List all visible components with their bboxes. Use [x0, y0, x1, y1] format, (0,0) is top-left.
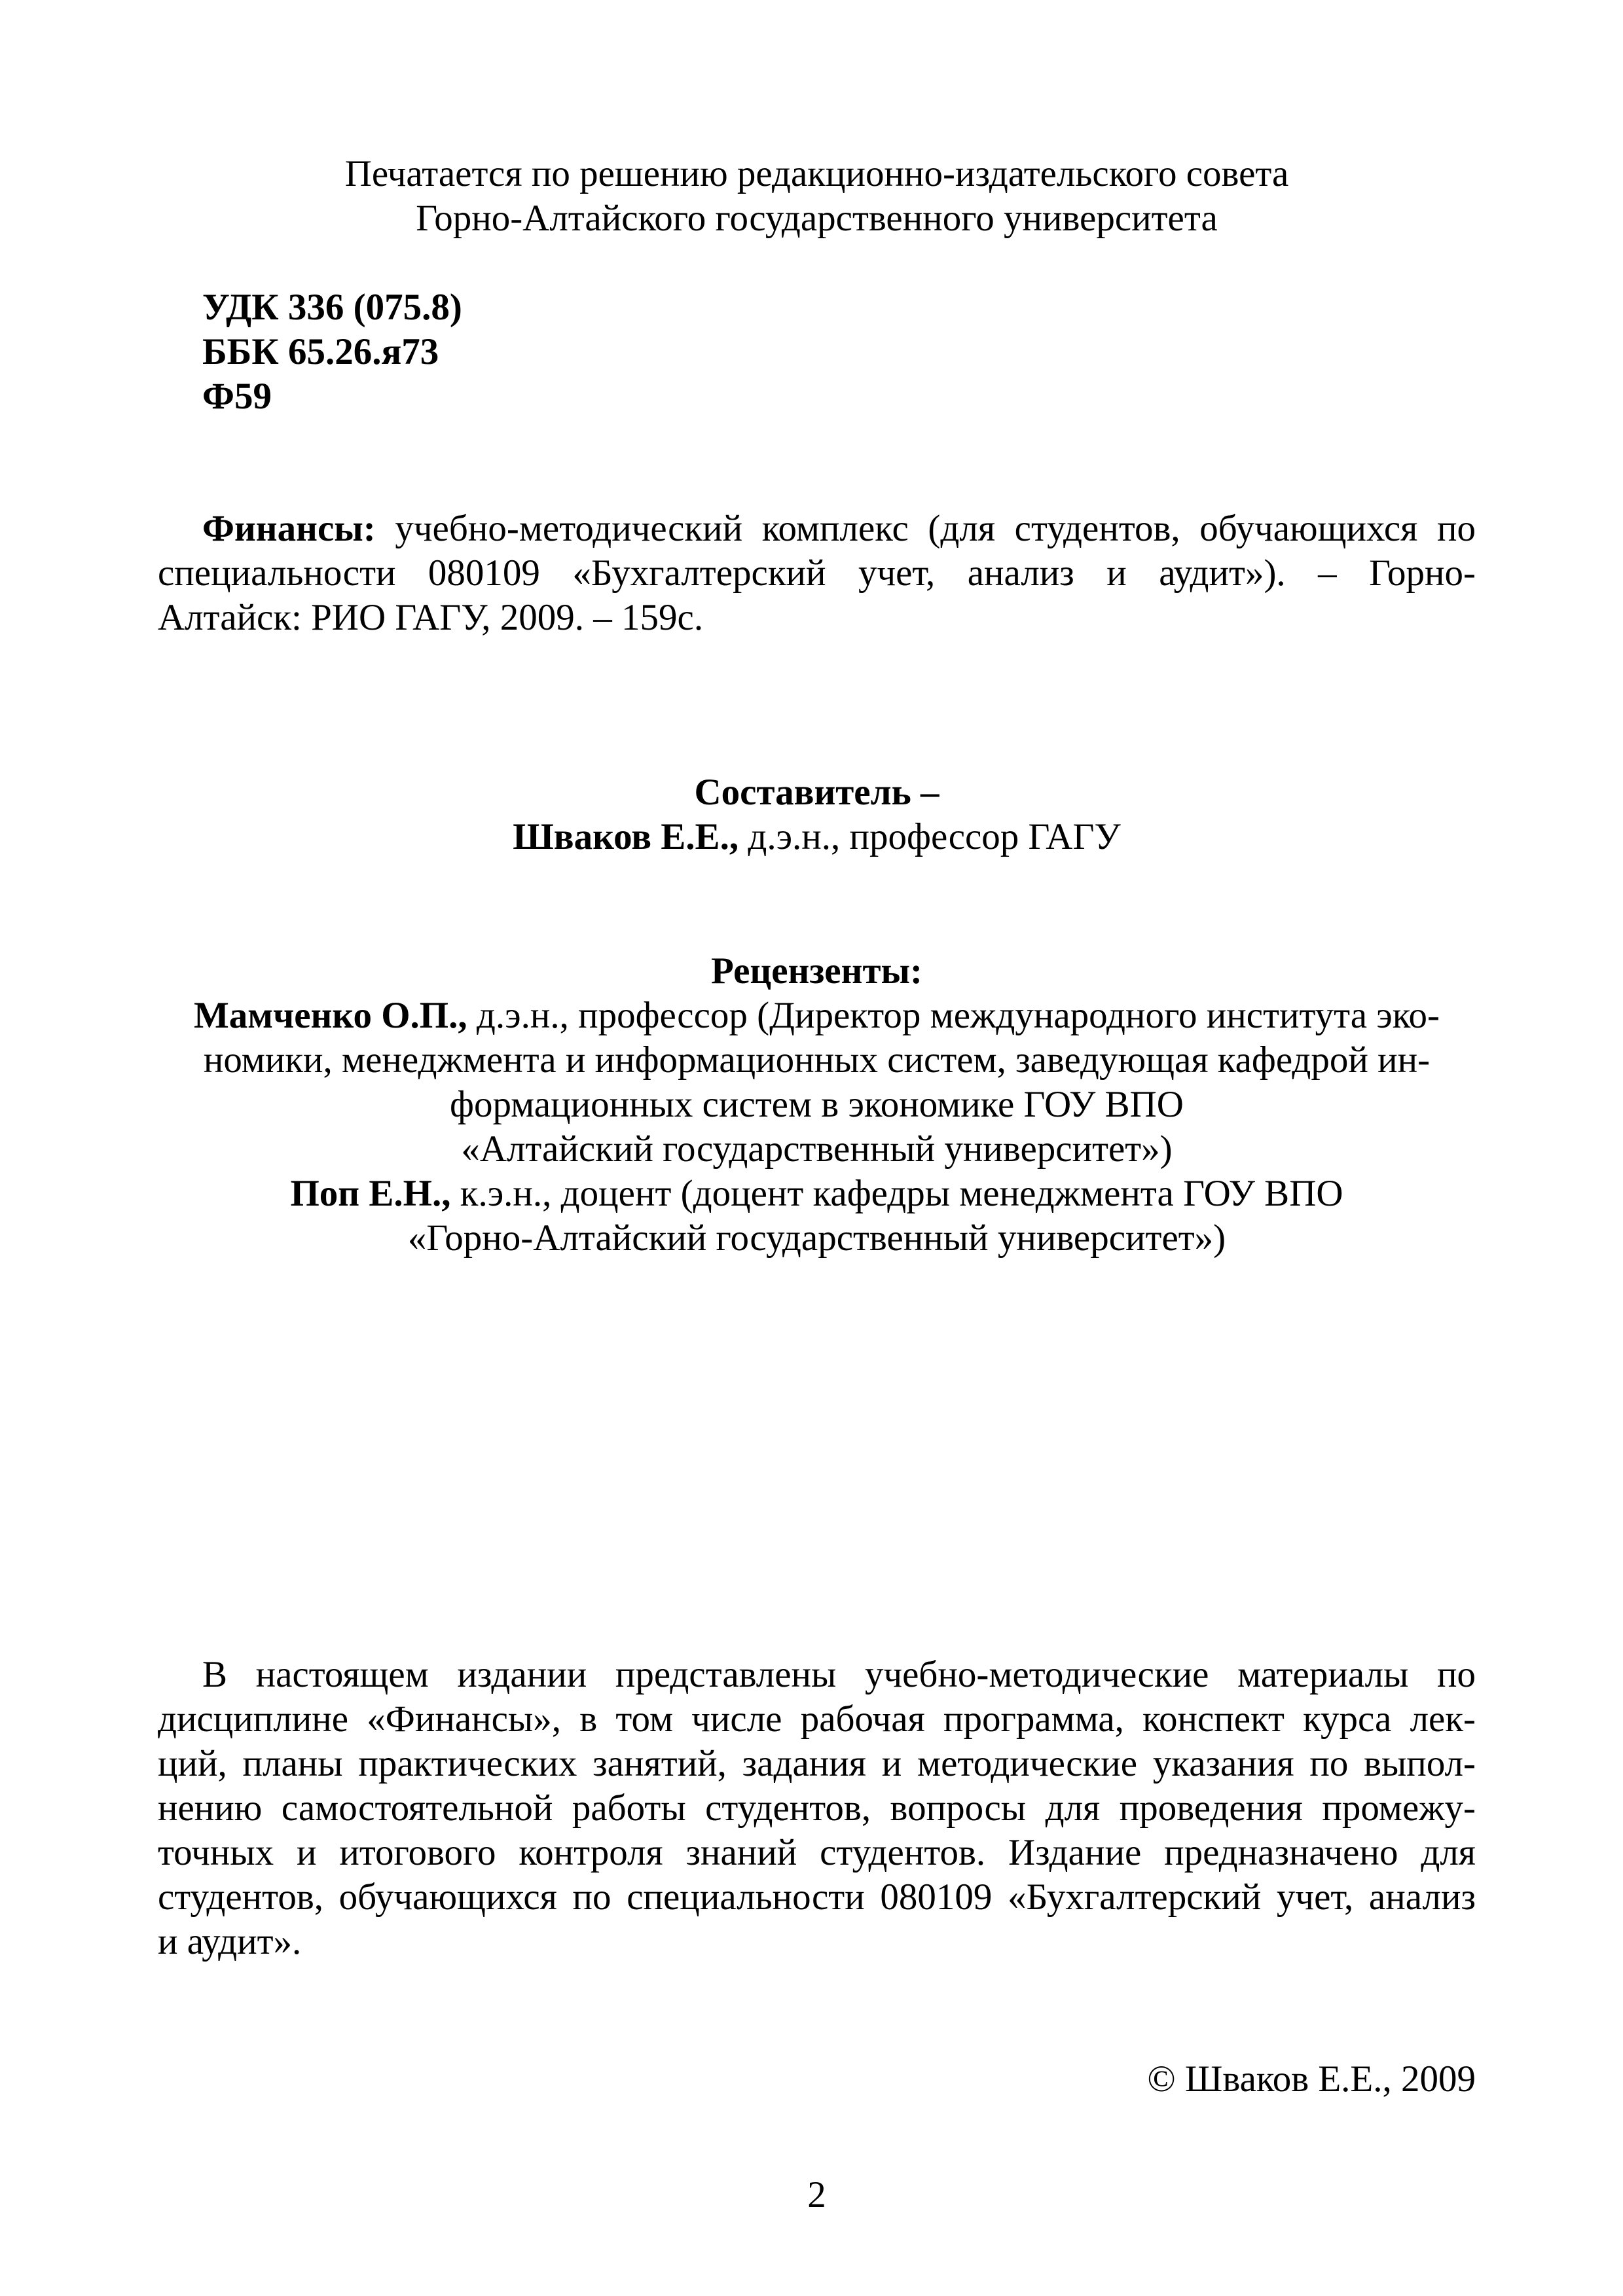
compiler-heading: Составитель –: [694, 772, 939, 813]
reviewer-name: Поп Е.Н.,: [290, 1173, 451, 1214]
annotation-line: нению самостоятельной работы студентов, вопросы для проведения промежу-: [158, 1787, 1476, 1829]
compiler-block: [158, 770, 1476, 859]
reviewer-name: Мамченко О.П.,: [193, 995, 467, 1036]
publishing-note-line: Печатается по решению редакционно-издательского совета: [344, 153, 1289, 194]
annotation-line: точных и итогового контроля знаний студентов. Издание предназначено для: [158, 1832, 1476, 1873]
reviewer-details: к.э.н., доцент (доцент кафедры менеджмента ГОУ ВПО: [450, 1173, 1343, 1214]
annotation-line: студентов, обучающихся по специальности 080109 «Бухгалтерский учет, анализ: [158, 1876, 1476, 1918]
author-sign: Ф59: [202, 376, 272, 417]
reviewer-line: [158, 994, 1476, 1038]
annotation-line: дисциплине «Финансы», в том числе рабочая программа, конспект курса лек-: [158, 1698, 1476, 1740]
reviewer-line: [158, 1172, 1476, 1216]
reviewer-details: д.э.н., профессор (Директор международного института эко-: [467, 995, 1440, 1036]
udk-code: УДК 336 (075.8): [202, 287, 462, 328]
bibliography-text: учебно-методический комплекс (для студентов, обучающихся по: [375, 508, 1476, 549]
reviewers-block: [158, 949, 1476, 1261]
compiler-line: [158, 815, 1476, 859]
bibliography-title: Финансы:: [202, 508, 376, 549]
bibliographic-description: [158, 507, 1476, 640]
copyright: © Шваков Е.Е., 2009: [1147, 2058, 1476, 2100]
bibliography-line: специальности 080109 «Бухгалтерский учет, анализ и аудит»). – Горно-: [158, 552, 1476, 594]
annotation-line: ций, планы практических занятий, задания и методические указания по выпол-: [158, 1743, 1476, 1784]
classification-codes: [202, 285, 1520, 419]
reviewer-line: «Горно-Алтайский государственный университет»): [407, 1217, 1226, 1259]
bibliography-line: [158, 507, 1476, 551]
annotation: [158, 1653, 1476, 1964]
reviewer-line: формационных систем в экономике ГОУ ВПО: [450, 1084, 1184, 1125]
bbk-code: ББК 65.26.я73: [202, 331, 439, 372]
annotation-line: и аудит».: [158, 1921, 302, 1962]
publishing-note: [158, 152, 1476, 241]
compiler-details: д.э.н., профессор ГАГУ: [739, 816, 1121, 857]
reviewer-line: «Алтайский государственный университет»): [461, 1128, 1173, 1170]
reviewer-line: номики, менеджмента и информационных систем, заведующая кафедрой ин-: [203, 1039, 1431, 1081]
page-number: 2: [807, 2174, 826, 2215]
annotation-line: В настоящем издании представлены учебно-методические материалы по: [202, 1654, 1476, 1695]
compiler-name: Шваков Е.Е.,: [513, 816, 739, 857]
publishing-note-line: Горно-Алтайского государственного университета: [416, 198, 1218, 239]
bibliography-line: Алтайск: РИО ГАГУ, 2009. – 159с.: [158, 597, 704, 638]
reviewers-heading: Рецензенты:: [711, 950, 922, 992]
